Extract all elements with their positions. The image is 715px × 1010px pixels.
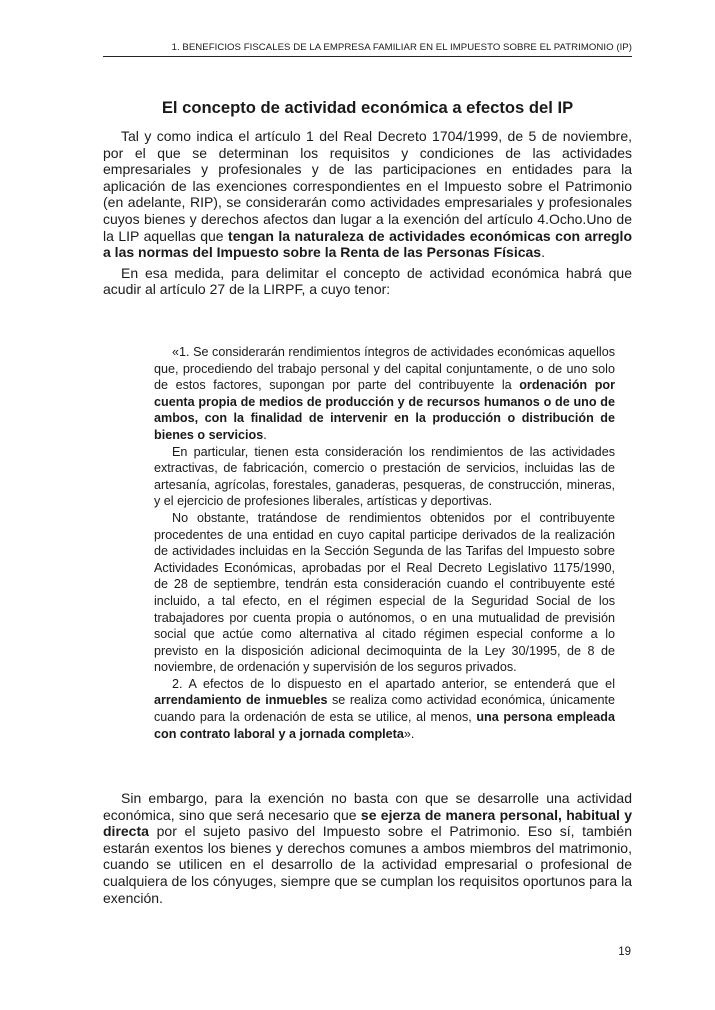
text-run: ». (403, 726, 415, 741)
legal-quote-block (154, 344, 615, 742)
text-run: Sin embargo, para la exención no basta con que se desarrolle una actividad económica, sino que será necesario que (103, 790, 632, 823)
quote-paragraph-4 (154, 676, 615, 742)
closing-text (103, 790, 632, 910)
bold-text-run: se ejerza de manera personal, habitual y directa (103, 806, 632, 840)
intro-paragraph-1 (103, 128, 632, 261)
running-header: 1. BENEFICIOS FISCALES DE LA EMPRESA FAMILIAR EN EL IMPUESTO SOBRE EL PATRIMONIO (IP) (103, 42, 632, 57)
bold-text-run: una persona empleada con contrato laboral y a jornada completa (154, 710, 615, 741)
intro-text (103, 128, 632, 302)
quote-paragraph-2: En particular, tienen esta consideración los rendimientos de las actividades extractivas, de fabricación, comercio o prestación de servicios, incluidas las de artesanía, agrícolas, forestales, ganaderas, pesqueras, de construcción, mineras, y el ejercicio de profesiones liberales, artísticas y deportivas. (154, 444, 615, 509)
page-number: 19 (618, 946, 631, 958)
text-run: «1. Se considerarán rendimientos íntegros de actividades económicas aquellos que, procediendo del trabajo personal y del capital conjuntamente, o de uno solo de estos factores, supongan por parte del contribuyente la (154, 345, 615, 393)
text-run: se realiza como actividad económica, únicamente cuando para la ordenación de esta se utilice, al menos, (154, 693, 615, 725)
section-title: El concepto de actividad económica a efectos del IP (161, 98, 574, 117)
quote-paragraph-1 (154, 344, 615, 444)
text-run: . (541, 244, 545, 261)
bold-text-run: ordenación por cuenta propia de medios de producción y de recursos humanos o de uno de ambos, con la finalidad de intervenir en la producción o distribución de bienes o servicios (154, 378, 615, 442)
bold-text-run: tengan la naturaleza de actividades económicas con arreglo a las normas del Impuesto sobre la Renta de las Personas Físicas (103, 227, 632, 261)
text-run: 2. A efectos de lo dispuesto en el apartado anterior, se entenderá que el (172, 676, 615, 691)
text-run: Tal y como indica el artículo 1 del Real Decreto 1704/1999, de 5 de noviembre, por el que se determinan los requisitos y condiciones de las actividades empresariales y profesionales y de las participaciones en entidades para la aplicación de las exenciones correspondientes en el Impuesto sobre el Patrimonio (en adelante, RIP), se considerarán como actividades empresariales y profesionales cuyos bienes y derechos afectos dan lugar a la exención del artículo 4.Ocho.Uno de la LIP aquellas que (103, 128, 632, 244)
text-run: . (263, 427, 267, 442)
bold-text-run: arrendamiento de inmuebles (154, 693, 328, 708)
quote-paragraph-3: No obstante, tratándose de rendimientos obtenidos por el contribuyente procedentes de una entidad en cuyo capital participe derivados de la realización de actividades incluidas en la Sección Segunda de las Tarifas del Impuesto sobre Actividades Económicas, aprobadas por el Real Decreto Legislativo 1175/1990, de 28 de septiembre, tendrán esta consideración cuando el contribuyente esté incluido, a tal efecto, en el régimen especial de la Seguridad Social de los trabajadores por cuenta propia o autónomos, o en una mutualidad de previsión social que actúe como alternativa al citado régimen especial conforme a lo previsto en la disposición adicional decimoquinta de la Ley 30/1995, de 8 de noviembre, de ordenación y supervisión de los seguros privados. (154, 510, 615, 675)
closing-paragraph (103, 790, 632, 906)
intro-paragraph-2: En esa medida, para delimitar el concepto de actividad económica habrá que acudir al artículo 27 de la LIRPF, a cuyo tenor: (103, 264, 632, 298)
text-run: por el sujeto pasivo del Impuesto sobre el Patrimonio. Eso sí, también estarán exentos los bienes y derechos comunes a ambos miembros del matrimonio, cuando se utilicen en el desarrollo de la actividad empresarial o profesional de cualquiera de los cónyuges, siempre que se cumplan los requisitos oportunos para la exención. (103, 823, 632, 906)
